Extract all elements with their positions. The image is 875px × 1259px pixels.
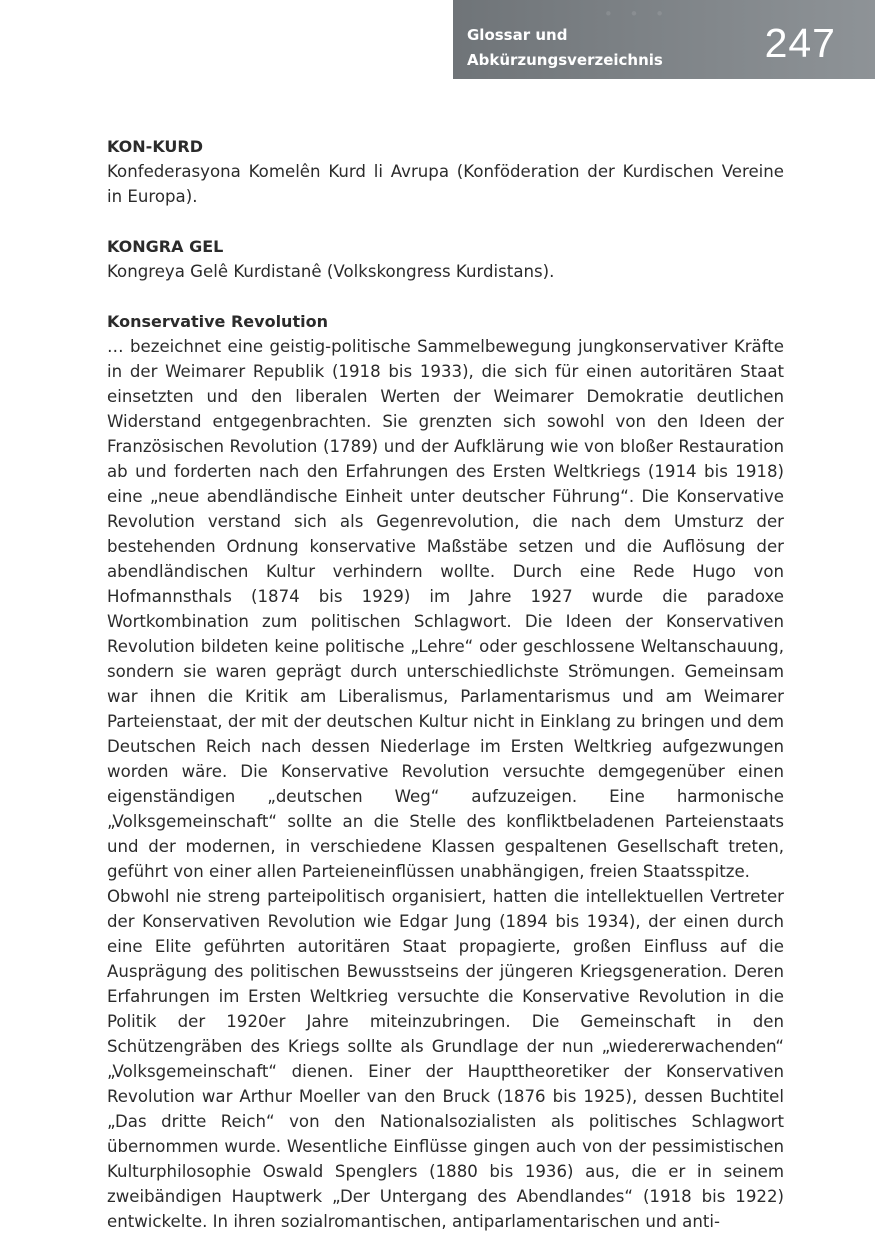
page-number: 247 <box>764 20 836 66</box>
glossary-definition: Kongreya Gelê Kurdistanê (Volkskongress Kurdistans). <box>107 262 555 281</box>
glossary-definition: Konfederasyona Komelên Kurd li Avrupa (Konföderation der Kurdischen Vereine in Europa). <box>107 162 784 206</box>
section-title-line1: Glossar und <box>467 26 568 44</box>
glossary-entry-konservative-revolution <box>107 309 784 1234</box>
glossary-entry-kongra-gel <box>107 234 784 284</box>
glossary-term: KONGRA GEL <box>107 237 224 256</box>
header-background-pattern: · · · <box>603 0 668 34</box>
glossary-term: KON-KURD <box>107 137 204 156</box>
glossary-definition-paragraph: Obwohl nie streng parteipolitisch organisiert, hatten die intellektuellen Vertreter der Konservativen Revolution wie Edgar Jung (1894 bis 1934), der einen durch eine Elite geführten autoritären Staat propagierte, großen Einfluss auf die Ausprägung des politischen Bewusstseins der jüngeren Kriegsgeneration. Deren Erfahrungen im Ersten Weltkrieg versuchte die Konservative Revolution in die Politik der 1920er Jahre miteinzubringen. Die Gemeinschaft in den Schützengräben des Kriegs sollte als Grundlage der nun „wiedererwachenden“ „Volksgemeinschaft“ dienen. Einer der Haupttheoretiker der Konservativen Revolution war Arthur Moeller van den Bruck (1876 bis 1925), dessen Buchtitel „Das dritte Reich“ von den Nationalsozialisten als politisches Schlagwort übernommen wurde. Wesentliche Einflüsse gingen auch von der pessimistischen Kulturphilosophie Oswald Spenglers (1880 bis 1936) aus, die er in seinem zweibändigen Hauptwerk „Der Untergang des Abendlandes“ (1918 bis 1922) entwickelte. In ihren sozialromantischen, antiparlamentarischen und anti- <box>107 887 784 1231</box>
section-title-line2: Abkürzungsverzeichnis <box>467 51 663 69</box>
glossary-definition-paragraph: … bezeichnet eine geistig-politische Sammelbewegung jungkonservativer Kräfte in der Weimarer Republik (1918 bis 1933), die sich für einen autoritären Staat einsetzten und den liberalen Werten der Weimarer Demokratie deutlichen Widerstand entgegenbrachten. Sie grenzten sich sowohl von den Ideen der Französischen Revolution (1789) und der Aufklärung wie von bloßer Restauration ab und forderten nach den Erfahrungen des Ersten Weltkriegs (1914 bis 1918) eine „neue abendländische Einheit unter deutscher Führung“. Die Konservative Revolution verstand sich als Gegenrevolution, die nach dem Umsturz der bestehenden Ordnung konservative Maßstäbe setzen und die Auflösung der abendländischen Kultur verhindern wollte. Durch eine Rede Hugo von Hofmannsthals (1874 bis 1929) im Jahre 1927 wurde die paradoxe Wortkombination zum politischen Schlagwort. Die Ideen der Konservativen Revolution bildeten keine politische „Lehre“ oder geschlossene Weltanschauung, sondern sie waren geprägt durch unterschiedlichste Strömungen. Gemeinsam war ihnen die Kritik am Liberalismus, Parlamentarismus und am Weimarer Parteienstaat, der mit der deutschen Kultur nicht in Einklang zu bringen und dem Deutschen Reich nach dessen Niederlage im Ersten Weltkrieg aufgezwungen worden wäre. Die Konservative Revolution versuchte demgegenüber einen eigenständigen „deutschen Weg“ aufzuzeigen. Eine harmonische „Volksgemeinschaft“ sollte an die Stelle des konfliktbeladenen Parteienstaats und der modernen, in verschiedene Klassen gespaltenen Gesellschaft treten, geführt von einer allen Parteieneinflüssen unabhängigen, freien Staatsspitze. <box>107 337 784 881</box>
section-title <box>467 23 663 73</box>
glossary-term: Konservative Revolution <box>107 312 328 331</box>
section-header-tab <box>453 0 875 79</box>
glossary-content <box>107 134 784 1259</box>
glossary-entry-kon-kurd <box>107 134 784 209</box>
